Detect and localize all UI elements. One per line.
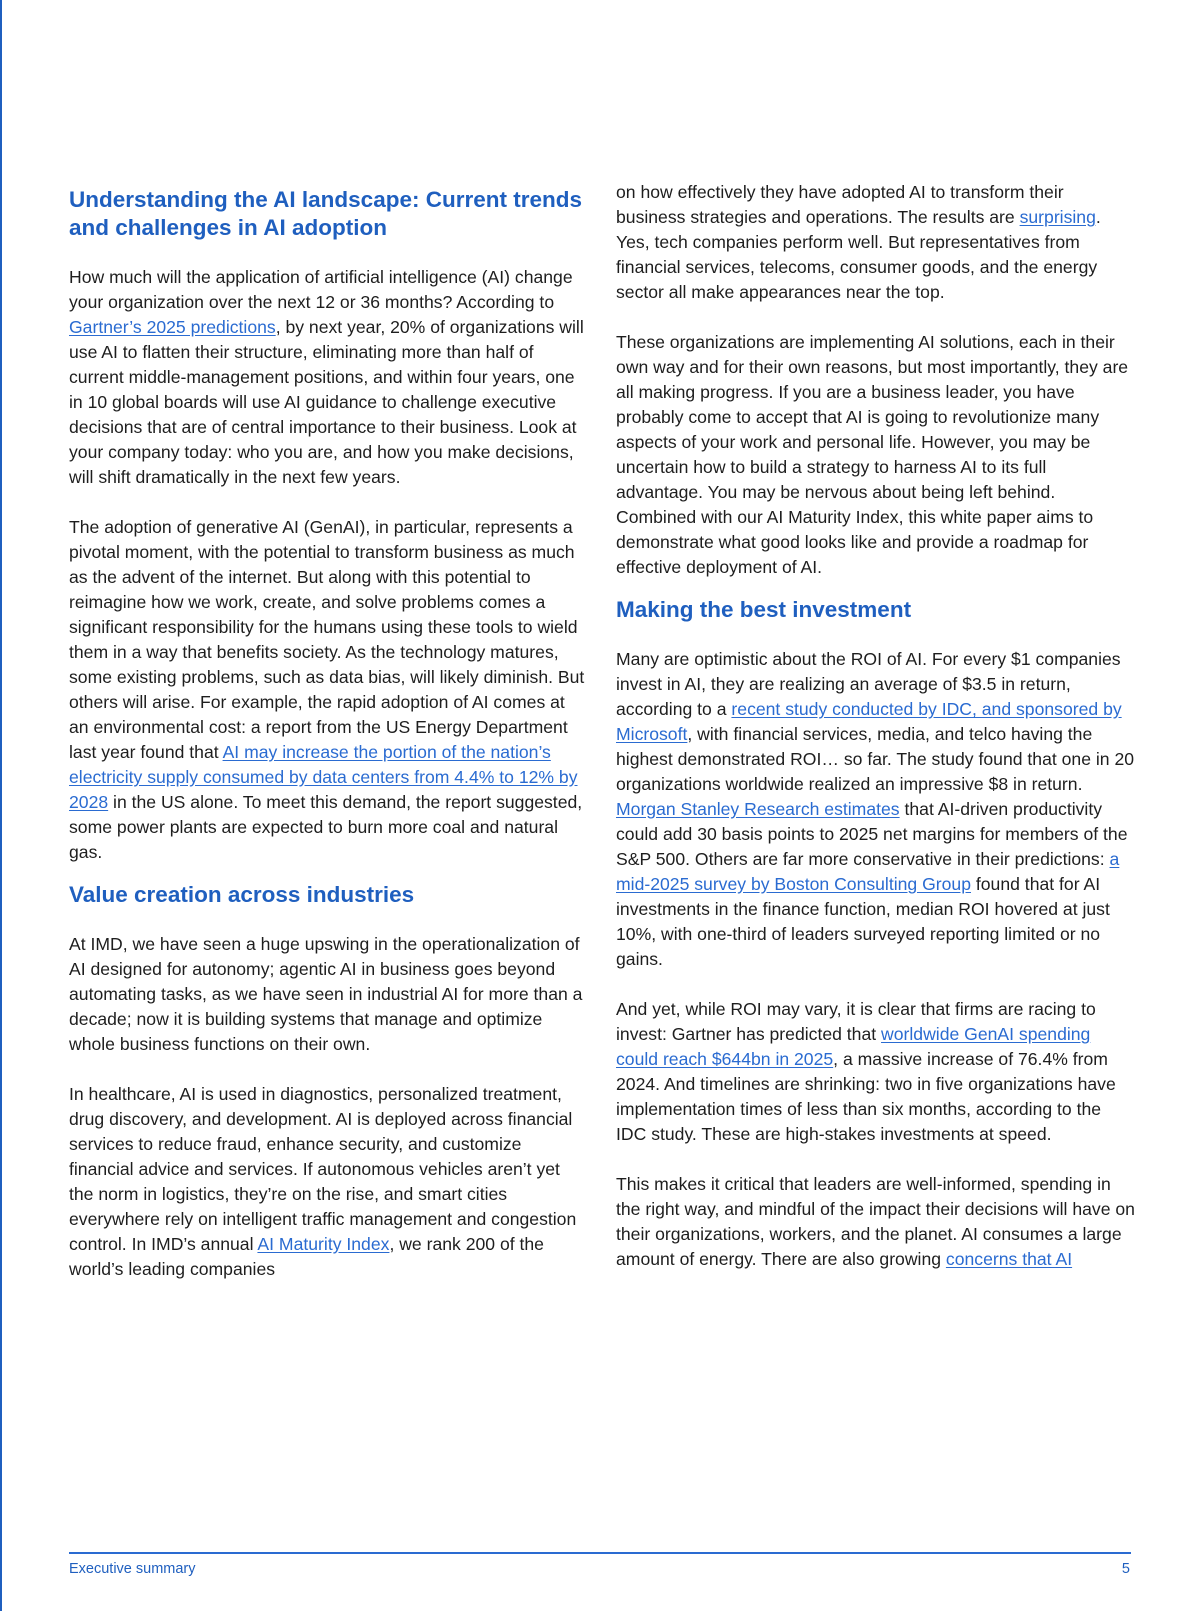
paragraph-organizations-progress: These organizations are implementing AI solutions, each in their own way and for their own reasons, but most importantly, they are all making progress. If you are a business leader, you have probably come to accept that AI is going to revolutionize many aspects of your work and personal life. However, you may be uncertain how to build a strategy to harness AI to its full advantage. You may be nervous about being left behind. Combined with our AI Maturity Index, this white paper aims to demonstrate what good looks like and provide a roadmap for effective deployment of AI. xyxy=(616,332,1129,577)
link-concerns-ai[interactable]: concerns that AI xyxy=(945,1249,1073,1269)
link-morgan-stanley[interactable]: Morgan Stanley Research estimates xyxy=(616,799,900,819)
paragraph-ai-change: How much will the application of artificial intelligence (AI) change your organization over the next 12 or 36 months? According to Gartner’s 2025 predictions, by next year, 20% of organizations will use AI to flatten their structure, eliminating more than half of current middle-management positions, and within four years, one in 10 global boards will use AI guidance to challenge executive decisions that are of central importance to their business. Look at your company today: who you are, and how you make decisions, will shift dramatically in the next few years. xyxy=(69,267,584,487)
heading-ai-landscape: Understanding the AI landscape: Current trends and challenges in AI adoption xyxy=(69,187,582,240)
link-idc-study[interactable]: recent study conducted by IDC, and sponsored by Microsoft xyxy=(616,699,1122,744)
paragraph-leaders-informed: This makes it critical that leaders are well-informed, spending in the right way, and mindful of the impact their decisions will have on their organizations, workers, and the planet. AI consumes a large amount of energy. There are also growing concerns that AI xyxy=(616,1174,1135,1269)
heading-best-investment: Making the best investment xyxy=(616,597,912,622)
paragraph-racing-to-invest: And yet, while ROI may vary, it is clear that firms are racing to invest: Gartner has predicted that worldwide GenAI spending could reach $644bn in 2025, a massive increase of 76.4% from 2024. And timelines are shrinking: two in five organizations have implementation times of less than six months, according to the IDC study. These are high-stakes investments at speed. xyxy=(616,999,1116,1144)
paragraph-roi-optimism: Many are optimistic about the ROI of AI. For every $1 companies invest in AI, they are realizing an average of $3.5 in return, according to a recent study conducted by IDC, and sponsored by Microsoft, with financial services, media, and telco having the highest demonstrated ROI… so far. The study found that one in 20 organizations worldwide realized an impressive $8 in return. Morgan Stanley Research estimates that AI-driven productivity could add 30 basis points to 2025 net margins for members of the S&P 500. Others are far more conservative in their predictions: a mid-2025 survey by Boston Consulting Group found that for AI investments in the finance function, median ROI hovered at just 10%, with one-third of leaders surveyed reporting limited or no gains. xyxy=(616,649,1135,969)
link-surprising[interactable]: surprising xyxy=(1019,207,1096,227)
right-column xyxy=(616,180,1136,1272)
link-gartner-predictions[interactable]: Gartner’s 2025 predictions xyxy=(69,317,276,337)
paragraph-imd-upswing: At IMD, we have seen a huge upswing in the operationalization of AI designed for autonomy; agentic AI in business goes beyond automating tasks, as we have seen in industrial AI for more than a decade; now it is building systems that manage and optimize whole business functions on their own. xyxy=(69,934,583,1054)
link-bcg-survey[interactable]: a mid-2025 survey by Boston Consulting Group xyxy=(616,849,1120,894)
paragraph-healthcare: In healthcare, AI is used in diagnostics, personalized treatment, drug discovery, and development. AI is deployed across financial services to reduce fraud, enhance security, and customize financial advice and services. If autonomous vehicles aren’t yet the norm in logistics, they’re on the rise, and smart cities everywhere rely on intelligent traffic management and congestion control. In IMD’s annual AI Maturity Index, we rank 200 of the world’s leading companies xyxy=(69,1084,577,1279)
left-edge-rule xyxy=(0,0,2,1611)
link-genai-spending[interactable]: worldwide GenAI spending could reach $644bn in 2025 xyxy=(616,1024,1091,1069)
footer-section-label: Executive summary xyxy=(69,1561,196,1577)
link-electricity-supply[interactable]: AI may increase the portion of the nation’s electricity supply consumed by data centers from 4.4% to 12% by 2028 xyxy=(69,742,578,812)
paragraph-adoption-results: on how effectively they have adopted AI to transform their business strategies and operations. The results are surprising. Yes, tech companies perform well. But representatives from financial services, telecoms, consumer goods, and the energy sector all make appearances near the top. xyxy=(616,182,1101,302)
link-ai-maturity-index[interactable]: AI Maturity Index xyxy=(257,1234,390,1254)
heading-value-creation: Value creation across industries xyxy=(69,882,415,907)
paragraph-genai-adoption: The adoption of generative AI (GenAI), in particular, represents a pivotal moment, with the potential to transform business as much as the advent of the internet. But along with this potential to reimagine how we work, create, and solve problems comes a significant responsibility for the humans using these tools to wield them in a way that benefits society. As the technology matures, some existing problems, such as data bias, will likely diminish. But others will arise. For example, the rapid adoption of AI comes at an environmental cost: a report from the US Energy Department last year found that AI may increase the portion of the nation’s electricity supply consumed by data centers from 4.4% to 12% by 2028 in the US alone. To meet this demand, the report suggested, some power plants are expected to burn more coal and natural gas. xyxy=(69,517,585,862)
page-number: 5 xyxy=(1121,1561,1130,1577)
left-column xyxy=(69,186,589,1282)
footer-rule xyxy=(69,1552,1131,1554)
